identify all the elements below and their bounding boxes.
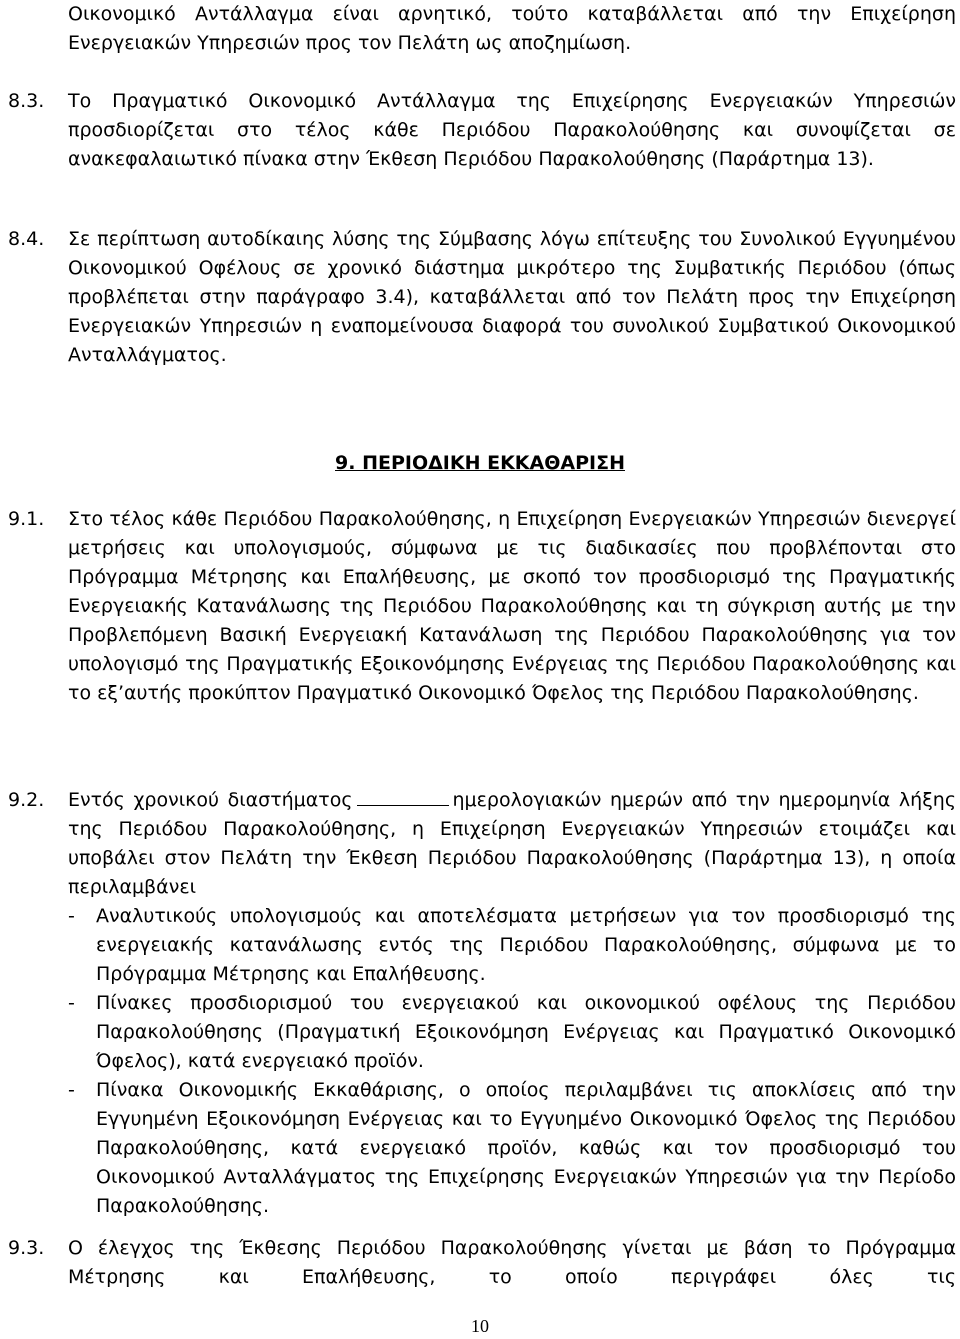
dash-bullet: -: [68, 905, 75, 927]
section-number: 8.3.: [8, 90, 45, 112]
text-after-blank: ημερολογιακών ημερών από την ημερομηνία λήξης της Περιόδου Παρακολούθησης, η Επιχείρηση Ενεργειακών Υπηρεσιών ετοιμάζει και υποβάλει στον Πελάτη την Έκθεση Περιόδου Παρακολούθησης (Παράρτημα 13), η οποία περιλαμβάνει: [68, 789, 956, 898]
section-text: Ο έλεγχος της Έκθεσης Περιόδου Παρακολούθησης γίνεται με βάση το Πρόγραμμα Μέτρησης και Επαλήθευσης, το οποίο περιγράφει όλες τις: [68, 1237, 956, 1288]
section-number: 8.4.: [8, 228, 45, 250]
section-number: 9.1.: [8, 508, 45, 530]
list-item-text: Αναλυτικούς υπολογισμούς και αποτελέσματα μετρήσεων για τον προσδιορισμό της ενεργειακής κατανάλωσης εντός της Περιόδου Παρακολούθησης, σύμφωνα με το Πρόγραμμα Μέτρησης και Επαλήθευσης.: [96, 905, 956, 985]
section-text: Στο τέλος κάθε Περιόδου Παρακολούθησης, η Επιχείρηση Ενεργειακών Υπηρεσιών διενεργεί μετρήσεις και υπολογισμούς, σύμφωνα με τις διαδικασίες που προβλέπονται στο Πρόγραμμα Μέτρησης και Επαλήθευσης, με σκοπό τον προσδιορισμό της Πραγματικής Ενεργειακής Κατανάλωσης της Περιόδου Παρακολούθησης και τη σύγκριση αυτής με την Προβλεπόμενη Βασική Ενεργειακή Κατανάλωση της Περιόδου Παρακολούθησης για τον υπολογισμό της Πραγματικής Εξοικονόμησης Ενέργειας της Περιόδου Παρακολούθησης και το εξ’αυτής προκύπτον Πραγματικό Οικονομικό Όφελος της Περιόδου Παρακολούθησης.: [68, 508, 956, 704]
section-number: 9.2.: [8, 789, 45, 811]
dash-bullet: -: [68, 1079, 75, 1101]
bullet-list: [68, 902, 956, 1221]
fill-in-blank: [357, 791, 449, 806]
section-text: Το Πραγματικό Οικονομικό Αντάλλαγμα της Επιχείρησης Ενεργειακών Υπηρεσιών προσδιορίζεται στο τέλος κάθε Περιόδου Παρακολούθησης και συνοψίζεται σε ανακεφαλαιωτικό πίνακα στην Έκθεση Περιόδου Παρακολούθησης (Παράρτημα 13).: [68, 90, 956, 170]
section-text: [68, 786, 956, 902]
section-text: Σε περίπτωση αυτοδίκαιης λύσης της Σύμβασης λόγω επίτευξης του Συνολικού Εγγυημένου Οικονομικού Οφέλους σε χρονικό διάστημα μικρότερο της Συμβατικής Περιόδου (όπως προβλέπεται στην παράγραφο 3.4), καταβάλλεται από τον Πελάτη προς την Επιχείρηση Ενεργειακών Υπηρεσιών η εναπομείνουσα διαφορά του συνολικού Συμβατικού Οικονομικού Ανταλλάγματος.: [68, 228, 956, 366]
section-heading: 9. ΠΕΡΙΟΔΙΚΗ ΕΚΚΑΘΑΡΙΣΗ: [335, 452, 625, 474]
text-before-blank: Εντός χρονικού διαστήματος: [68, 789, 353, 811]
list-item-text: Πίνακα Οικονομικής Εκκαθάρισης, ο οποίος περιλαμβάνει τις αποκλίσεις από την Εγγυημένη Εξοικονόμηση Ενέργειας και το Εγγυημένο Οικονομικό Όφελος της Περιόδου Παρακολούθησης, κατά ενεργειακό προϊόν, καθώς και τον προσδιορισμό του Οικονομικού Ανταλλάγματος της Επιχείρησης Ενεργειακών Υπηρεσιών για την Περίοδο Παρακολούθησης.: [96, 1079, 956, 1217]
list-item: [68, 902, 956, 989]
list-item: [68, 1076, 956, 1221]
list-item: [68, 989, 956, 1076]
paragraph-text: Οικονομικό Αντάλλαγμα είναι αρνητικό, τούτο καταβάλλεται από την Επιχείρηση Ενεργειακών Υπηρεσιών προς τον Πελάτη ως αποζημίωση.: [68, 3, 956, 54]
list-item-text: Πίνακες προσδιορισμού του ενεργειακού και οικονομικού οφέλους της Περιόδου Παρακολούθησης (Πραγματική Εξοικονόμηση Ενέργειας και Πραγματικό Οικονομικό Όφελος), κατά ενεργειακό προϊόν.: [96, 992, 956, 1072]
section-body: [68, 786, 956, 1221]
page-number: 10: [471, 1316, 489, 1336]
dash-bullet: -: [68, 992, 75, 1014]
section-number: 9.3.: [8, 1237, 45, 1259]
